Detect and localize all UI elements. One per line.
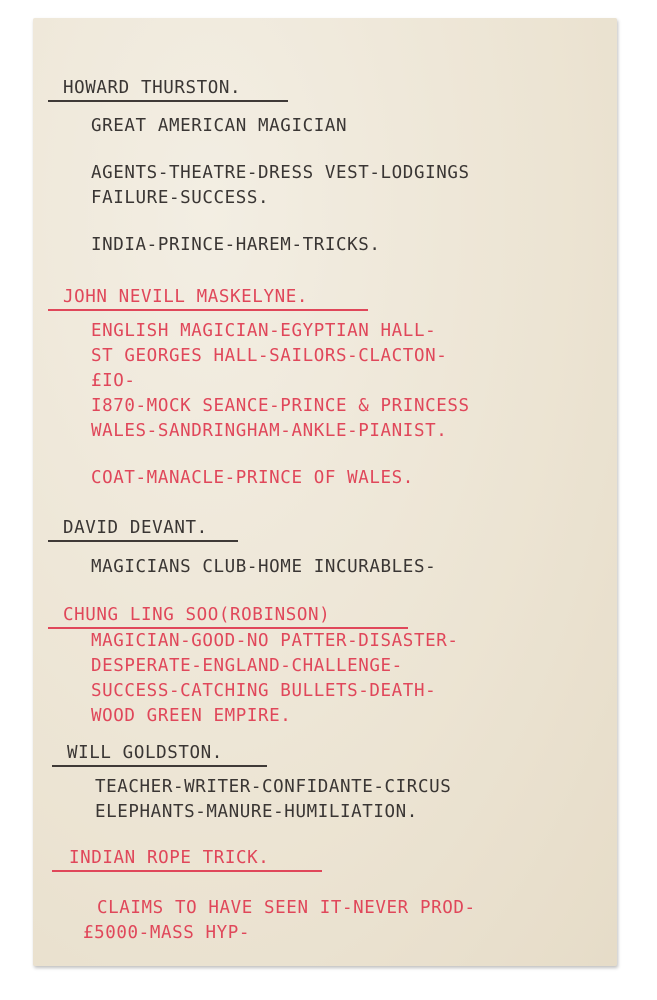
typed-note-card (33, 18, 617, 966)
heading-will-goldston: WILL GOLDSTON. (67, 743, 223, 763)
heading-john-nevill-maskelyne: JOHN NEVILL MASKELYNE. (63, 287, 308, 307)
text-line: AGENTS-THEATRE-DRESS VEST-LODGINGS (91, 163, 470, 183)
heading-david-devant: DAVID DEVANT. (63, 518, 208, 538)
text-line: COAT-MANACLE-PRINCE OF WALES. (91, 468, 414, 488)
text-line: MAGICIAN-GOOD-NO PATTER-DISASTER- (91, 631, 459, 651)
text-line: I870-MOCK SEANCE-PRINCE & PRINCESS (91, 396, 470, 416)
text-line: GREAT AMERICAN MAGICIAN (91, 116, 348, 136)
heading-underline (52, 765, 267, 767)
text-line: WALES-SANDRINGHAM-ANKLE-PIANIST. (91, 421, 448, 441)
text-line: WOOD GREEN EMPIRE. (91, 706, 292, 726)
text-line: ST GEORGES HALL-SAILORS-CLACTON- (91, 346, 448, 366)
text-line: SUCCESS-CATCHING BULLETS-DEATH- (91, 681, 437, 701)
heading-underline (48, 100, 288, 102)
text-line: DESPERATE-ENGLAND-CHALLENGE- (91, 656, 403, 676)
text-line: INDIA-PRINCE-HAREM-TRICKS. (91, 235, 381, 255)
heading-underline (48, 540, 238, 542)
heading-indian-rope-trick: INDIAN ROPE TRICK. (69, 848, 270, 868)
text-line: CLAIMS TO HAVE SEEN IT-NEVER PROD- (97, 898, 476, 918)
text-line: ENGLISH MAGICIAN-EGYPTIAN HALL- (91, 321, 437, 341)
heading-underline (52, 870, 322, 872)
heading-howard-thurston: HOWARD THURSTON. (63, 78, 242, 98)
text-line: TEACHER-WRITER-CONFIDANTE-CIRCUS (95, 777, 452, 797)
text-line: £IO- (91, 371, 136, 391)
heading-underline (48, 309, 368, 311)
text-line: ELEPHANTS-MANURE-HUMILIATION. (95, 802, 418, 822)
text-line: £5000-MASS HYP- (83, 923, 251, 943)
heading-chung-ling-soo: CHUNG LING SOO(ROBINSON) (63, 605, 331, 625)
text-line: MAGICIANS CLUB-HOME INCURABLES- (91, 557, 437, 577)
text-line: FAILURE-SUCCESS. (91, 188, 270, 208)
